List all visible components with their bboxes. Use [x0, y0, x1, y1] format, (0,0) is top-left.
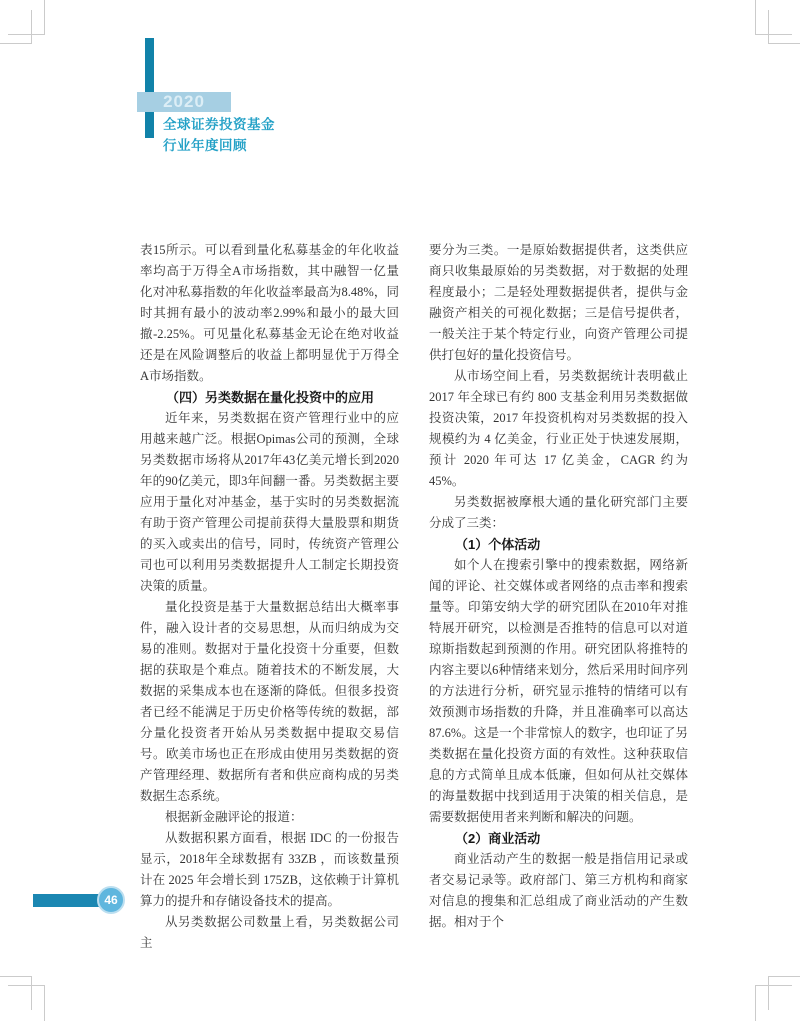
paragraph: 如个人在搜索引擎中的搜索数据，网络新闻的评论、社交媒体或者网络的点击率和搜索量等。印第安纳大学的研究团队在2010年对推特展开研究，以检测是否推特的信息可以对道琼斯指数起到预测的作用。研究团队将推特的内容主要以6种情绪来划分，然后采用时间序列的方法进行分析，研究显示推特的情绪可以有效预测市场指数的升降，并且准确率可以高达87.6%。这是一个非常惊人的数字，也印证了另类数据在量化投资方面的有效性。这种获取信息的方式简单且成本低廉，但如何从社交媒体的海量数据中找到适用于决策的相关信息，是需要数据使用者来判断和解决的问题。 — [429, 558, 688, 824]
logo-title — [163, 114, 275, 156]
section-heading-alt-data: （四）另类数据在量化投资中的应用 — [166, 390, 375, 405]
logo-year-text: 2020 — [163, 92, 205, 111]
paragraph: 从市场空间上看，另类数据统计表明截止 2017 年全球已有约 800 支基金利用另类数据做投资决策，2017 年投资机构对另类数据的投入规模约为 4 亿美金，行业正处于快速发展期，预计 2020 年可达 17 亿美金，CAGR 约为 45%。 — [429, 369, 688, 488]
corner-mark-bottom-right-outer — [755, 985, 792, 1021]
subsection-heading-business-activity: （2）商业活动 — [455, 831, 541, 846]
paragraph: 从另类数据公司数量上看，另类数据公司主 — [140, 915, 399, 950]
paragraph-continuation: 要分为三类。一是原始数据提供者，这类供应商只收集最原始的另类数据，对于数据的处理程度最小；二是轻处理数据提供者，提供与金融资产相关的可视化数据；三是信号提供者，一般关注于某个特定行业，向资产管理公司提供打包好的量化投资信号。 — [429, 243, 688, 362]
logo-title-line2: 行业年度回顾 — [163, 138, 247, 153]
paragraph: 近年来，另类数据在资产管理行业中的应用越来越广泛。根据Opimas公司的预测，全球另类数据市场将从2017年43亿美元增长到2020年的90亿美元，即3年间翻一番。另类数据主要应用于量化对冲基金，基于实时的另类数据流有助于资产管理公司提前获得大量股票和期货的买入或卖出的信号，同时，传统资产管理公司也可以利用另类数据提升人工制定长期投资决策的质量。 — [140, 411, 399, 593]
two-column-text-area — [140, 240, 688, 954]
logo-title-line1: 全球证券投资基金 — [163, 117, 275, 132]
corner-mark-top-left-outer — [8, 0, 45, 35]
page-number: 46 — [104, 893, 118, 907]
corner-mark-top-right-outer — [755, 0, 792, 35]
logo-year-band — [137, 92, 231, 112]
left-column — [140, 240, 399, 954]
right-column — [429, 240, 688, 954]
paragraph: 根据新金融评论的报道： — [165, 810, 303, 824]
paragraph: 商业活动产生的数据一般是指信用记录或者交易记录等。政府部门、第三方机构和商家对信息的搜集和汇总组成了商业活动的产生数据。相对于个 — [429, 852, 688, 929]
page-number-badge — [97, 886, 125, 914]
subsection-heading-individual-activity: （1）个体活动 — [455, 537, 541, 552]
paragraph: 另类数据被摩根大通的量化研究部门主要分成了三类： — [429, 495, 688, 530]
paragraph: 从数据积累方面看，根据 IDC 的一份报告显示，2018年全球数据有 33ZB ，而该数量预计在 2025 年会增长到 175ZB，这依赖于计算机算力的提升和存储设备技术的提高。 — [140, 831, 399, 908]
logo-vertical-bar — [145, 38, 154, 138]
corner-mark-bottom-left-outer — [8, 985, 45, 1021]
paragraph: 量化投资是基于大量数据总结出大概率事件，融入设计者的交易思想，从而归纳成为交易的准则。数据对于量化投资十分重要，但数据的获取是个难点。随着技术的不断发展，大数据的采集成本也在逐渐的降低。但很多投资者已经不能满足于历史价格等传统的数据，部分量化投资者开始从另类数据中提取交易信号。欧美市场也正在形成由使用另类数据的资产管理经理、数据所有者和供应商构成的另类数据生态系统。 — [140, 600, 399, 803]
paragraph-continuation: 表15所示。可以看到量化私募基金的年化收益率均高于万得全A市场指数，其中融智一亿量化对冲私募指数的年化收益率最高为8.48%，同时其拥有最小的波动率2.99%和最小的最大回撤-2.25%。可见量化私募基金无论在绝对收益还是在风险调整后的收益上都明显优于万得全A市场指数。 — [140, 243, 399, 383]
